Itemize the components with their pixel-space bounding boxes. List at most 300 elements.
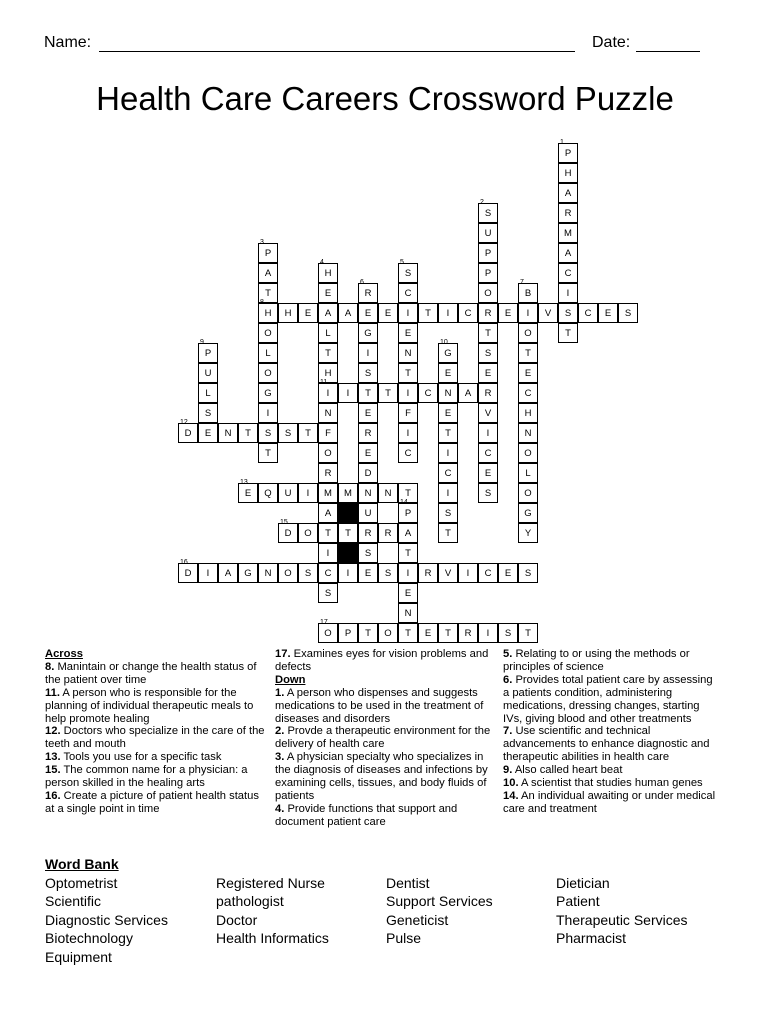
grid-cell [438, 403, 458, 423]
cell-letter: E [204, 428, 212, 439]
clue-item-number: 8. [45, 660, 55, 673]
cell-letter: L [205, 388, 211, 399]
cell-letter: I [266, 408, 270, 419]
clue-number: 15 [280, 519, 288, 526]
cell-letter: I [446, 308, 450, 319]
clue-number: 13 [240, 479, 248, 486]
grid-cell [458, 563, 478, 583]
cell-letter: O [264, 368, 272, 379]
cell-letter: S [364, 368, 372, 379]
grid-cell [278, 563, 298, 583]
grid-cell [238, 563, 258, 583]
grid-cell [518, 383, 538, 403]
cell-letter: T [405, 628, 411, 639]
cell-letter: R [464, 628, 472, 639]
clue-item-number: 1. [275, 686, 285, 699]
cell-letter: I [526, 308, 530, 319]
cell-letter: G [264, 388, 272, 399]
cell-letter: S [384, 568, 392, 579]
cell-letter: P [204, 348, 212, 359]
cell-letter: T [305, 428, 311, 439]
word-bank-item: Diagnostic Services [45, 911, 168, 928]
cell-letter: N [404, 608, 412, 619]
grid-cell [338, 563, 358, 583]
cell-letter: R [324, 468, 332, 479]
clue-item [45, 661, 265, 687]
cell-letter: T [445, 428, 451, 439]
cell-letter: T [245, 428, 251, 439]
cell-letter: C [444, 468, 452, 479]
clue-item [45, 751, 265, 764]
grid-cell [378, 563, 398, 583]
cell-letter: T [265, 288, 271, 299]
cell-letter: A [344, 308, 352, 319]
clue-number: 1 [560, 139, 564, 146]
grid-cell [218, 423, 238, 443]
cell-letter: Y [524, 528, 532, 539]
cell-letter: O [484, 288, 492, 299]
cell-letter: S [624, 308, 632, 319]
clue-number: 10 [440, 339, 448, 346]
grid-cell [478, 283, 498, 303]
clue-item [503, 725, 721, 764]
grid-cell [438, 363, 458, 383]
grid-cell [198, 403, 218, 423]
clue-item [503, 764, 721, 777]
grid-cell [358, 443, 378, 463]
cell-letter: T [445, 528, 451, 539]
clue-item-number: 5. [503, 648, 513, 660]
cell-letter: O [524, 488, 532, 499]
grid-cell [338, 623, 358, 643]
clue-item-number: 4. [275, 802, 285, 815]
grid-cell [358, 483, 378, 503]
cell-letter: S [564, 308, 572, 319]
cell-letter: I [406, 388, 410, 399]
clue-item [275, 687, 495, 726]
clue-item-text: Provide functions that support and document patient care [275, 802, 458, 828]
cell-letter: B [524, 288, 532, 299]
grid-cell [318, 619, 338, 643]
clue-item-text: A scientist that studies human genes [518, 777, 703, 790]
clue-item [275, 751, 495, 803]
cell-letter: P [344, 628, 352, 639]
grid-cell [358, 623, 378, 643]
clue-number: 17 [320, 619, 328, 626]
grid-cell [318, 379, 338, 403]
grid-cell [278, 303, 298, 323]
clue-item-text: A person who is responsible for the planning of individual therapeutic meals to help promote healing [45, 686, 254, 725]
cell-letter: U [284, 488, 292, 499]
grid-cell [558, 223, 578, 243]
grid-cell [318, 563, 338, 583]
cell-letter: R [424, 568, 432, 579]
cell-letter: V [444, 568, 452, 579]
cell-letter: P [484, 268, 492, 279]
clue-item-text: A physician specialty who specializes in the diagnosis of diseases and infections by examining cells, tissues, and body fluids of patients [275, 751, 488, 802]
grid-cell [258, 323, 278, 343]
cell-letter: F [405, 408, 411, 419]
grid-cell [518, 323, 538, 343]
word-bank-item: Support Services [386, 893, 493, 910]
grid-cell [238, 479, 258, 503]
cell-letter: R [364, 288, 372, 299]
cell-letter: S [324, 588, 332, 599]
clue-item-number: 11. [45, 686, 60, 699]
cell-letter: S [284, 428, 292, 439]
name-label: Name: [44, 34, 92, 51]
cell-letter: T [405, 488, 411, 499]
grid-cell [558, 303, 578, 323]
cell-letter: I [326, 548, 330, 559]
grid-cell [358, 383, 378, 403]
clue-item [503, 648, 721, 674]
cell-letter: I [446, 448, 450, 459]
grid-cell [438, 483, 458, 503]
grid-cell [358, 363, 378, 383]
word-bank-item: Optometrist [45, 875, 118, 891]
grid-cell [318, 323, 338, 343]
grid-cell [478, 323, 498, 343]
grid-cell [478, 223, 498, 243]
cell-letter: I [406, 428, 410, 439]
cell-letter: R [564, 208, 572, 219]
cell-letter: H [524, 408, 532, 419]
cell-letter: T [265, 448, 271, 459]
cell-letter: H [264, 308, 272, 319]
cell-letter: N [324, 408, 332, 419]
cell-letter: N [404, 348, 412, 359]
grid-cell [378, 303, 398, 323]
cell-letter: E [244, 488, 252, 499]
grid-cell [398, 603, 418, 623]
cell-letter: C [524, 388, 532, 399]
grid-cell [398, 303, 418, 323]
cell-letter: P [264, 248, 272, 259]
cell-letter: N [444, 388, 452, 399]
grid-cell [378, 483, 398, 503]
grid-cell [578, 303, 598, 323]
cell-letter: O [264, 328, 272, 339]
black-cell [338, 503, 358, 523]
cell-letter: T [325, 348, 331, 359]
clue-number: 11 [320, 379, 328, 386]
cell-letter: A [324, 308, 332, 319]
grid-cell [358, 463, 378, 483]
grid-cell [358, 563, 378, 583]
grid-cell [558, 203, 578, 223]
grid-cell [278, 519, 298, 543]
grid-cell [358, 323, 378, 343]
cell-letter: S [264, 428, 272, 439]
cell-letter: E [364, 568, 372, 579]
grid-cell [478, 199, 498, 223]
word-bank-item: Pulse [386, 930, 422, 947]
grid-cell [398, 623, 418, 643]
grid-cell [478, 243, 498, 263]
cell-letter: A [404, 528, 412, 539]
clues-column-1 [45, 648, 265, 816]
cell-letter: P [564, 148, 572, 159]
clue-item [275, 648, 495, 674]
cell-letter: C [424, 388, 432, 399]
word-bank-item: Geneticist [386, 911, 449, 928]
cell-letter: N [224, 428, 232, 439]
clue-item-number: 14. [503, 789, 519, 802]
word-bank-item: Dietician [556, 875, 610, 891]
cell-letter: O [284, 568, 292, 579]
clue-heading: Down [275, 673, 306, 686]
grid-cell [518, 303, 538, 323]
grid-cell [198, 383, 218, 403]
clue-item-text: Examines eyes for vision problems and defects [275, 648, 489, 673]
cell-letter: R [484, 308, 492, 319]
grid-cell [298, 423, 318, 443]
grid-cell [518, 403, 538, 423]
cell-letter: S [484, 348, 492, 359]
grid-cell [438, 383, 458, 403]
cell-letter: P [484, 248, 492, 259]
cell-letter: V [484, 408, 492, 419]
grid-cell [358, 503, 378, 523]
grid-cell [318, 443, 338, 463]
word-bank-item: Dentist [386, 875, 430, 891]
cell-letter: E [444, 408, 452, 419]
grid-cell [298, 303, 318, 323]
grid-cell [478, 343, 498, 363]
cell-letter: L [265, 348, 271, 359]
grid-cell [278, 483, 298, 503]
clue-item-text: Manintain or change the health status of the patient over time [45, 660, 257, 686]
grid-cell [318, 343, 338, 363]
cell-letter: N [384, 488, 392, 499]
grid-cell [558, 163, 578, 183]
cell-letter: R [484, 388, 492, 399]
grid-cell [318, 403, 338, 423]
cell-letter: E [364, 408, 372, 419]
clue-item [45, 687, 265, 726]
grid-cell [358, 403, 378, 423]
cell-letter: G [524, 508, 532, 519]
grid-cell [458, 623, 478, 643]
cell-letter: E [524, 368, 532, 379]
grid-cell [478, 383, 498, 403]
clue-item [503, 777, 721, 790]
cell-letter: U [364, 508, 372, 519]
grid-cell [458, 303, 478, 323]
cell-letter: M [344, 488, 352, 499]
grid-cell [358, 279, 378, 303]
cell-letter: I [486, 628, 490, 639]
clue-number: 16 [180, 559, 188, 566]
clue-item-number: 15. [45, 764, 61, 777]
grid-cell [438, 623, 458, 643]
clue-item-number: 2. [275, 725, 285, 738]
word-bank-item: Biotechnology [45, 930, 133, 947]
grid-cell [518, 463, 538, 483]
cell-letter: O [384, 628, 392, 639]
clue-item-text: The common name for a physician: a person skilled in the healing arts [45, 764, 248, 790]
grid-cell [418, 303, 438, 323]
grid-cell [498, 303, 518, 323]
cell-letter: R [364, 428, 372, 439]
cell-letter: S [504, 628, 512, 639]
grid-cell [198, 339, 218, 363]
clue-item [275, 803, 495, 829]
grid-cell [518, 279, 538, 303]
word-bank-item: Equipment [45, 948, 112, 965]
cell-letter: E [484, 368, 492, 379]
grid-cell [258, 483, 278, 503]
cell-letter: I [206, 568, 210, 579]
clue-item-number: 13. [45, 751, 61, 764]
cell-letter: C [484, 448, 492, 459]
cell-letter: I [366, 348, 370, 359]
grid-cell [318, 283, 338, 303]
grid-cell [378, 623, 398, 643]
cell-letter: C [464, 308, 472, 319]
grid-cell [438, 563, 458, 583]
grid-cell [298, 483, 318, 503]
grid-cell [458, 383, 478, 403]
cell-letter: L [325, 328, 331, 339]
grid-cell [398, 543, 418, 563]
grid-cell [518, 503, 538, 523]
grid-cell [398, 563, 418, 583]
cell-letter: E [604, 308, 612, 319]
clue-item-number: 7. [503, 725, 513, 738]
cell-letter: T [385, 388, 391, 399]
grid-cell [438, 443, 458, 463]
cell-letter: E [504, 568, 512, 579]
clue-item [503, 790, 721, 816]
grid-cell [338, 383, 358, 403]
grid-cell [478, 623, 498, 643]
grid-cell [258, 443, 278, 463]
grid-cell [218, 563, 238, 583]
cell-letter: N [524, 428, 532, 439]
cell-letter: T [365, 628, 371, 639]
word-bank-item: Pharmacist [556, 930, 627, 947]
cell-letter: I [346, 568, 350, 579]
cell-letter: D [184, 568, 192, 579]
cell-letter: P [404, 508, 412, 519]
clue-item-number: 12. [45, 725, 61, 738]
cell-letter: H [324, 268, 332, 279]
clue-number: 14 [400, 499, 408, 506]
grid-cell [238, 423, 258, 443]
clue-item [45, 790, 265, 816]
grid-cell [178, 559, 198, 583]
grid-cell [318, 303, 338, 323]
clue-number: 5 [400, 259, 404, 266]
grid-cell [558, 263, 578, 283]
cell-letter: G [444, 348, 452, 359]
cell-letter: C [484, 568, 492, 579]
grid-cell [438, 303, 458, 323]
cell-letter: Q [264, 488, 272, 499]
cell-letter: S [524, 568, 532, 579]
cell-letter: D [184, 428, 192, 439]
word-bank-item: Therapeutic Services [556, 911, 688, 928]
clue-item-number: 17. [275, 648, 291, 660]
word-bank-item: Registered Nurse [216, 875, 325, 891]
cell-letter: E [384, 308, 392, 319]
cell-letter: A [464, 388, 472, 399]
cell-letter: U [484, 228, 492, 239]
cell-letter: E [404, 328, 412, 339]
grid-cell [258, 403, 278, 423]
cell-letter: T [525, 628, 531, 639]
word-bank-item: Health Informatics [216, 930, 329, 947]
grid-cell [478, 263, 498, 283]
word-bank-item: Patient [556, 893, 600, 910]
grid-cell [398, 259, 418, 283]
cell-letter: T [485, 328, 491, 339]
grid-cell [318, 503, 338, 523]
grid-cell [358, 423, 378, 443]
clues-column-3 [503, 648, 721, 816]
grid-cell [298, 523, 318, 543]
grid-cell [518, 563, 538, 583]
cell-letter: D [284, 528, 292, 539]
grid-cell [418, 623, 438, 643]
grid-cell [398, 423, 418, 443]
grid-cell [558, 139, 578, 163]
clue-item [45, 764, 265, 790]
grid-cell [318, 543, 338, 563]
clue-item [275, 725, 495, 751]
cell-letter: N [364, 488, 372, 499]
clue-number: 6 [360, 279, 364, 286]
grid-cell [558, 323, 578, 343]
cell-letter: I [406, 308, 410, 319]
cell-letter: T [445, 628, 451, 639]
grid-cell [518, 443, 538, 463]
grid-cell [198, 423, 218, 443]
grid-cell [398, 383, 418, 403]
grid-cell [418, 563, 438, 583]
grid-cell [398, 323, 418, 343]
cell-letter: G [364, 328, 372, 339]
cell-letter: A [564, 248, 572, 259]
grid-cell [478, 563, 498, 583]
grid-cell [518, 423, 538, 443]
grid-cell [378, 383, 398, 403]
grid-cell [598, 303, 618, 323]
grid-cell [558, 283, 578, 303]
cell-letter: I [566, 288, 570, 299]
grid-cell [258, 383, 278, 403]
clue-item-number: 9. [503, 764, 513, 777]
grid-cell [498, 563, 518, 583]
cell-letter: E [304, 308, 312, 319]
grid-cell [358, 523, 378, 543]
cell-letter: A [224, 568, 232, 579]
clue-number: 7 [520, 279, 524, 286]
cell-letter: S [484, 208, 492, 219]
grid-cell [258, 263, 278, 283]
cell-letter: C [324, 568, 332, 579]
grid-cell [398, 283, 418, 303]
clue-number: 8 [260, 299, 264, 306]
word-bank-item: Doctor [216, 911, 258, 928]
grid-cell [358, 303, 378, 323]
clue-item-text: Tools you use for a specific task [60, 751, 222, 764]
clue-number: 2 [480, 199, 484, 206]
cell-letter: E [484, 468, 492, 479]
clue-number: 4 [320, 259, 324, 266]
